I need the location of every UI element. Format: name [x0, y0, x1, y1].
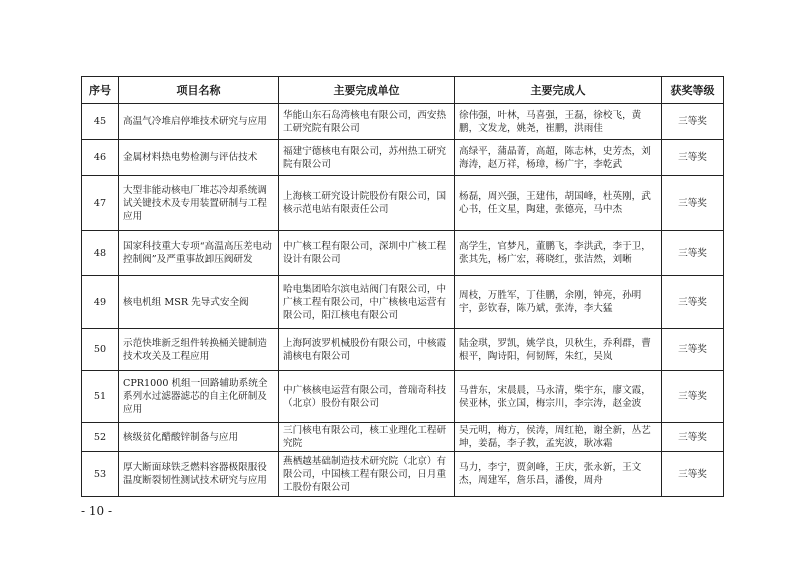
- cell-no: 47: [82, 176, 119, 231]
- table-row: [82, 329, 724, 371]
- cell-award-level: 三等奖: [662, 371, 724, 423]
- awards-table: [81, 76, 724, 497]
- cell-project-name: 示范快堆新乏组件转换桶关键制造技术攻关及工程应用: [119, 329, 279, 371]
- cell-completion-people: 高绿平，蒲晶菁，高超，陈志林，史芳杰，刘海涛，赵万祥，杨璋，杨广宇，李乾武: [455, 140, 662, 176]
- cell-completion-units: 上海核工研究设计院股份有限公司，国核示范电站有限责任公司: [279, 176, 455, 231]
- cell-no: 48: [82, 231, 119, 276]
- cell-no: 45: [82, 104, 119, 140]
- cell-completion-units: 三门核电有限公司，核工业理化工程研究院: [279, 423, 455, 452]
- cell-completion-units: 中广核核电运营有限公司，普瑞奇科技（北京）股份有限公司: [279, 371, 455, 423]
- table-row: [82, 176, 724, 231]
- cell-project-name: 高温气冷堆启停堆技术研究与应用: [119, 104, 279, 140]
- cell-award-level: 三等奖: [662, 276, 724, 329]
- cell-project-name: 核级贫化醋酸锌制备与应用: [119, 423, 279, 452]
- cell-award-level: 三等奖: [662, 231, 724, 276]
- table-row: [82, 231, 724, 276]
- cell-completion-people: 陆金琪，罗凯，姚学良，贝秋生，乔利群，曹根平，陶诗阳，何韧辉，朱红，吴岚: [455, 329, 662, 371]
- cell-no: 46: [82, 140, 119, 176]
- cell-project-name: 核电机组 MSR 先导式安全阀: [119, 276, 279, 329]
- cell-completion-people: 马力，李宁，贾剑峰，王庆，张永新，王文杰，周建军，詹乐昌，潘俊，周舟: [455, 452, 662, 497]
- table-row: [82, 276, 724, 329]
- cell-project-name: 厚大断面球铁乏燃料容器极限服役温度断裂韧性测试技术研究与应用: [119, 452, 279, 497]
- table-row: [82, 452, 724, 497]
- cell-no: 52: [82, 423, 119, 452]
- cell-no: 49: [82, 276, 119, 329]
- cell-completion-units: 华能山东石岛湾核电有限公司，西安热工研究院有限公司: [279, 104, 455, 140]
- cell-completion-people: 徐伟强，叶林，马喜强，王磊，徐校飞，黄鹏，文发龙，姚尧，崔鹏，洪雨佳: [455, 104, 662, 140]
- cell-completion-units: 燕栖越基础制造技术研究院（北京）有限公司，中国核工程有限公司，日月重工股份有限公司: [279, 452, 455, 497]
- header-completion-people: 主要完成人: [455, 77, 662, 104]
- cell-award-level: 三等奖: [662, 452, 724, 497]
- cell-completion-units: 哈电集团哈尔滨电站阀门有限公司，中广核工程有限公司，中广核核电运营有限公司，阳江核电有限公司: [279, 276, 455, 329]
- cell-award-level: 三等奖: [662, 176, 724, 231]
- cell-award-level: 三等奖: [662, 104, 724, 140]
- cell-completion-people: 马普东，宋晨晨，马永清，柴宇东，廖文霞，侯亚林，张立国，梅宗川，李宗涛，赵金波: [455, 371, 662, 423]
- cell-project-name: CPR1000 机组一回路辅助系统全系列水过滤器滤芯的自主化研制及应用: [119, 371, 279, 423]
- table-row: [82, 371, 724, 423]
- table-row: [82, 104, 724, 140]
- cell-completion-units: 福建宁德核电有限公司，苏州热工研究院有限公司: [279, 140, 455, 176]
- cell-completion-units: 上海阿波罗机械股份有限公司，中核霞浦核电有限公司: [279, 329, 455, 371]
- table-header-row: [82, 77, 724, 104]
- cell-completion-people: 吴元明，梅方，侯涛，周红艳，谢全新，丛艺坤，姜磊，李子教，孟宪波，耿冰霜: [455, 423, 662, 452]
- cell-completion-units: 中广核工程有限公司，深圳中广核工程设计有限公司: [279, 231, 455, 276]
- table-row: [82, 140, 724, 176]
- header-award-level: 获奖等级: [662, 77, 724, 104]
- header-completion-units: 主要完成单位: [279, 77, 455, 104]
- table-row: [82, 423, 724, 452]
- cell-award-level: 三等奖: [662, 329, 724, 371]
- cell-completion-people: 高学生，官梦凡，董鹏飞，李洪武，李于卫，张其先，杨广宏，蒋晓红，张洁然，刘晰: [455, 231, 662, 276]
- cell-completion-people: 周枝，万胜军，丁佳鹏，余刚，钟亮，孙明宇，彭钦春，陈乃斌，张涛，李大猛: [455, 276, 662, 329]
- cell-no: 50: [82, 329, 119, 371]
- page-number: - 10 -: [81, 504, 113, 518]
- cell-project-name: 国家科技重大专项“高温高压差电动控制阀”及严重事故卸压阀研发: [119, 231, 279, 276]
- cell-award-level: 三等奖: [662, 423, 724, 452]
- cell-project-name: 金属材料热电势检测与评估技术: [119, 140, 279, 176]
- cell-award-level: 三等奖: [662, 140, 724, 176]
- header-no: 序号: [82, 77, 119, 104]
- cell-no: 51: [82, 371, 119, 423]
- cell-completion-people: 杨磊，周兴强，王建伟，胡国峰，杜英刚，武心书，任文星，陶建，张德亮，马中杰: [455, 176, 662, 231]
- cell-no: 53: [82, 452, 119, 497]
- header-project-name: 项目名称: [119, 77, 279, 104]
- cell-project-name: 大型非能动核电厂堆芯冷却系统调试关键技术及专用装置研制与工程应用: [119, 176, 279, 231]
